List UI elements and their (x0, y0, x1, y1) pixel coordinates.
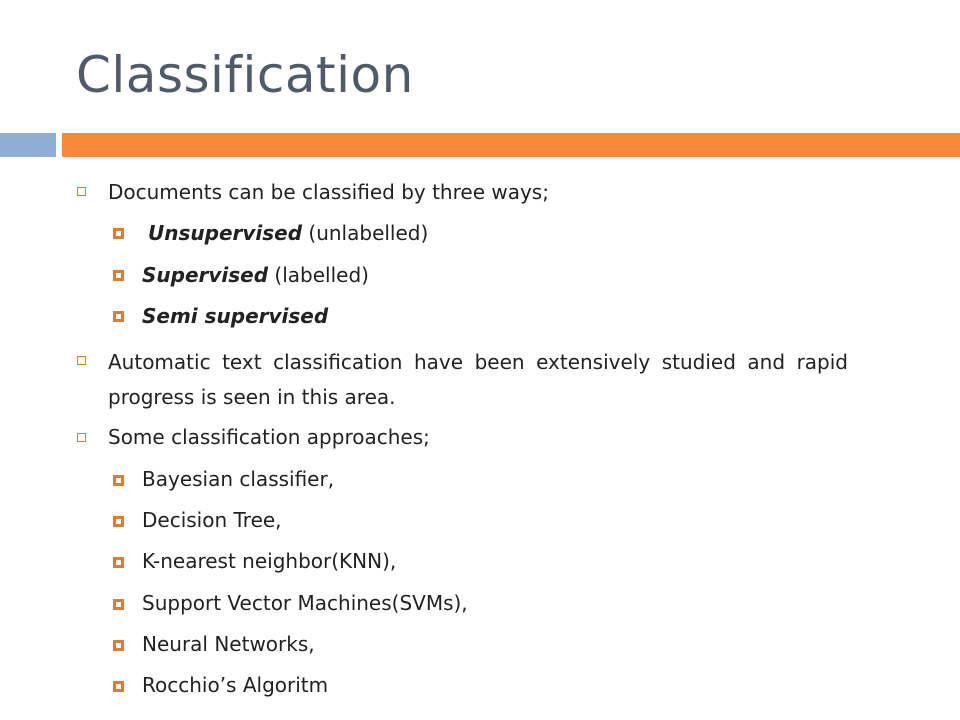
sub-bullet-emphasis: Supervised (142, 263, 269, 287)
square-bullet-icon (113, 228, 124, 239)
hollow-square-bullet-icon (77, 187, 86, 196)
square-bullet-icon (113, 311, 124, 322)
square-bullet-icon (113, 475, 124, 486)
sub-bullet-emphasis: Semi supervised (142, 304, 329, 328)
square-bullet-icon (113, 557, 124, 568)
approach-item: Neural Networks, (142, 632, 315, 656)
hollow-square-bullet-icon (77, 356, 86, 365)
bullet-automatic-classification: Automatic text classification have been extensively studied and rapid progress is seen in this area. (108, 350, 848, 409)
square-bullet-icon (113, 640, 124, 651)
bullet-documents: Documents can be classified by three ways; (108, 180, 549, 204)
sub-bullet-rest: (unlabelled) (302, 221, 429, 245)
sub-bullet-emphasis: Unsupervised (148, 221, 303, 245)
square-bullet-icon (113, 516, 124, 527)
hollow-square-bullet-icon (77, 433, 86, 442)
sub-bullet-unsupervised (148, 218, 428, 248)
sub-bullet-rest: (labelled) (268, 263, 369, 287)
slide-title: Classification (76, 46, 414, 104)
approach-item: Support Vector Machines(SVMs), (142, 591, 468, 615)
approach-item: Bayesian classifier, (142, 467, 335, 491)
approach-item: Rocchio’s Algoritm (142, 673, 329, 697)
square-bullet-icon (113, 681, 124, 692)
square-bullet-icon (113, 270, 124, 281)
approach-item: Decision Tree, (142, 508, 282, 532)
square-bullet-icon (113, 599, 124, 610)
sub-bullet-semi-supervised (142, 301, 328, 331)
approach-item: K-nearest neighbor(KNN), (142, 549, 397, 573)
sub-bullet-supervised (142, 260, 369, 290)
bullet-approaches: Some classification approaches; (108, 425, 430, 449)
